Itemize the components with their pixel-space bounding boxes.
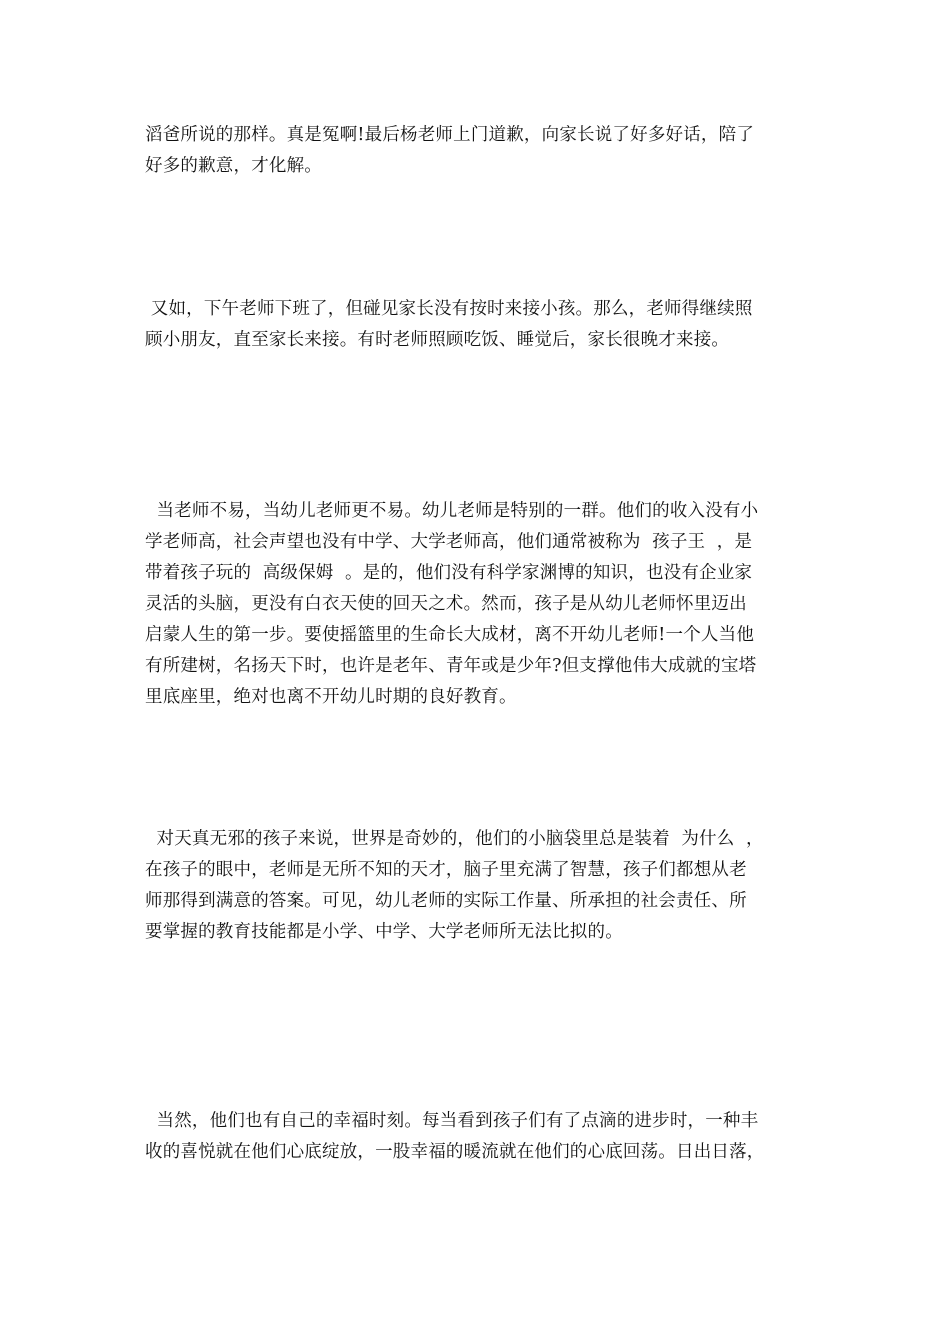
paragraph-1: [145, 120, 810, 182]
text-line: 有所建树，名扬天下时，也许是老年、青年或是少年?但支撑他伟大成就的宝塔: [145, 656, 757, 676]
text-line: 带着孩子玩的 高级保姆 。是的，他们没有科学家渊博的知识，也没有企业家: [145, 563, 753, 583]
paragraph-5: [145, 1106, 810, 1168]
text-line: 当老师不易，当幼儿老师更不易。幼儿老师是特别的一群。他们的收入没有小: [145, 501, 759, 521]
text-line: 好多的歉意，才化解。: [145, 156, 322, 176]
paragraph-2: [145, 294, 810, 356]
text-line: 要掌握的教育技能都是小学、中学、大学老师所无法比拟的。: [145, 922, 623, 942]
paragraph-3: [145, 496, 810, 713]
text-line: 又如，下午老师下班了，但碰见家长没有按时来接小孩。那么，老师得继续照: [145, 299, 753, 319]
text-line: 启蒙人生的第一步。要使摇篮里的生命长大成材，离不开幼儿老师!一个人当他: [145, 625, 755, 645]
text-line: 当然，他们也有自己的幸福时刻。每当看到孩子们有了点滴的进步时，一种丰: [145, 1111, 759, 1131]
paragraph-4: [145, 824, 810, 948]
text-line: 顾小朋友，直至家长来接。有时老师照顾吃饭、睡觉后，家长很晚才来接。: [145, 330, 730, 350]
text-line: 收的喜悦就在他们心底绽放，一股幸福的暖流就在他们的心底回荡。日出日落，: [145, 1142, 765, 1162]
text-line: 对天真无邪的孩子来说，世界是奇妙的，他们的小脑袋里总是装着 为什么 ，: [145, 829, 764, 849]
text-line: 滔爸所说的那样。真是冤啊!最后杨老师上门道歉，向家长说了好多好话，陪了: [145, 125, 755, 145]
text-line: 学老师高，社会声望也没有中学、大学老师高，他们通常被称为 孩子王 ，是: [145, 532, 753, 552]
text-line: 里底座里，绝对也离不开幼儿时期的良好教育。: [145, 687, 517, 707]
text-line: 在孩子的眼中，老师是无所不知的天才，脑子里充满了智慧，孩子们都想从老: [145, 860, 747, 880]
text-line: 师那得到满意的答案。可见，幼儿老师的实际工作量、所承担的社会责任、所: [145, 891, 747, 911]
text-line: 灵活的头脑，更没有白衣天使的回天之术。然而，孩子是从幼儿老师怀里迈出: [145, 594, 747, 614]
